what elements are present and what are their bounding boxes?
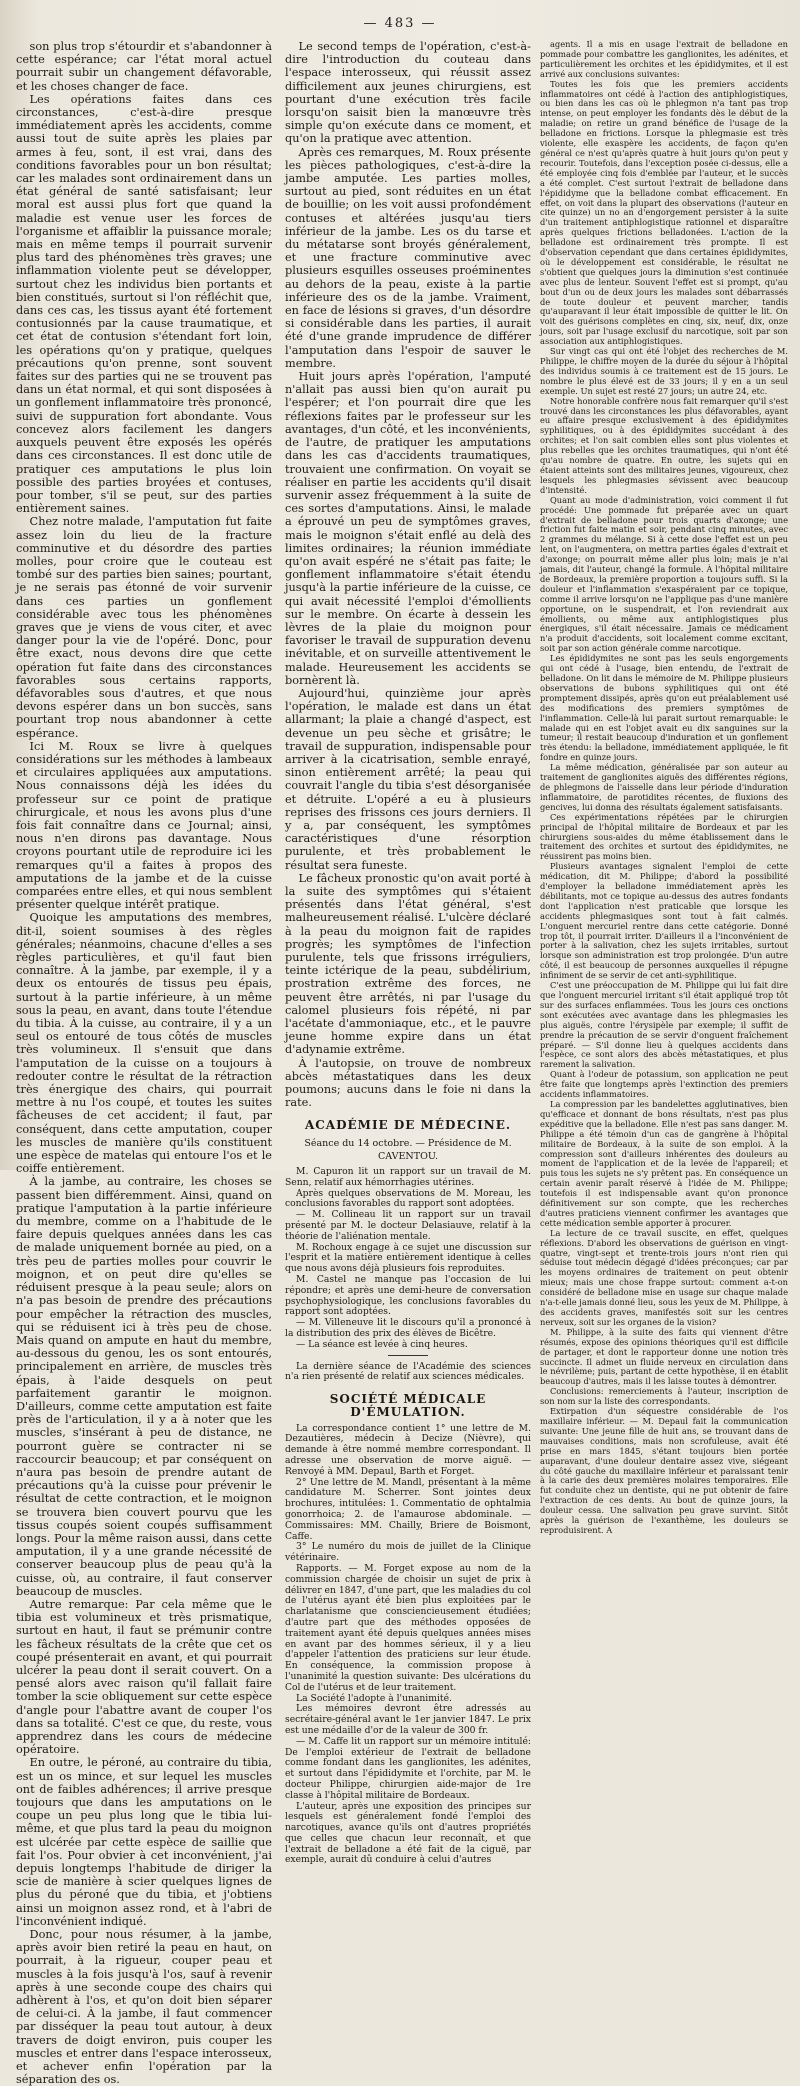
academie-section-title: ACADÉMIE DE MÉDECINE. [304, 1118, 512, 1133]
paragraph: Après quelques observations de M. Moreau, les conclusions favorables du rapport sont adoptées. [285, 1187, 531, 1210]
paragraph: — M. Caffe lit un rapport sur un mémoire intitulé: De l'emploi extérieur de l'extrait de belladone comme fondant dans les ganglionites, les adénites, et surtout dans l'épididymite et l'orchite, par M. le docteur Philippe, chirurgien aide-major de 1re classe à l'hôpital militaire de Bordeaux. [285, 1735, 531, 1801]
paragraph: La lecture de ce travail suscite, en effet, quelques réflexions. D'abord les observations de guérison en vingt-quatre, vingt-sept et trente-trois jours n'ont rien qui séduise tout médecin dégagé d'idées préconçues; car par les moyens ordinaires de traitement on peut obtenir mieux; mais une chose frappe surtout: comment a-t-on considéré de belladone mise en usage sur chaque malade n'a-t-elle jamais donné lieu, sous les yeux de M. Philippe, à des accidents graves, manifestés soit sur les centres nerveux, soit sur les organes de la vision? [540, 1227, 789, 1327]
paragraph: Autre remarque: Par cela même que le tibia est volumineux et très prismatique, surtout en haut, il faut se prémunir contre les fâcheux résultats de la crête que cet os coupé présenterait en avant, et qui pourrait ulcérer la peau dont il serait couvert. On a pensé alors avec raison qu'il fallait faire tomber la scie obliquement sur cette espèce d'angle pour l'abattre avant de couper l'os dans sa totalité. C'est ce que, du reste, vous apprendrez dans les cours de médecine opératoire. [16, 1597, 272, 1757]
paragraph: Donc, pour nous résumer, à la jambe, après avoir bien retiré la peau en haut, on pourrait, à la rigueur, couper peau et muscles à la fois jusqu'à l'os, sauf à revenir après à une seconde coupe des chairs qui adhèrent à l'os, et qu'on doit bien séparer de celui-ci. À la jambe, il faut commencer par disséquer la peau tout autour, à deux travers de doigt environ, puis couper les muscles et entrer dans l'espace interosseux, et achever enfin l'opération par la séparation des os. [16, 1928, 272, 2086]
paragraph: L'auteur, après une exposition des principes sur lesquels est généralement fondé l'emploi des narcotiques, avance qu'ils ont d'autres propriétés que celles que chacun leur reconnaît, et que l'extrait de belladone a été fait de la ciguë, par exemple, aurait dû conduire à celui d'autres [285, 1800, 531, 1866]
column-middle [285, 40, 531, 1866]
paragraph: La dernière séance de l'Académie des sciences n'a rien présenté de relatif aux sciences médicales. [285, 1360, 531, 1383]
paragraph: son plus trop s'étourdir et s'abandonner à cette espérance; car l'état moral actuel pourrait subir un changement défavorable, et les choses changer de face. [16, 40, 272, 93]
paragraph: — La séance est levée à cinq heures. [296, 1338, 468, 1350]
paragraph: M. Philippe, à la suite des faits qui viennent d'être résumés, expose des opinions théoriques qu'il est difficile de partager, et dont le rapporteur donne une notion très succincte. Il admet un fluide nerveux en circulation dans le névrilème; puis, partant de cette hypothèse, il en établit beaucoup d'autres, mais il les laisse toutes à démontrer. [540, 1326, 788, 1387]
societe-section-title: SOCIÉTÉ MÉDICALE D'ÉMULATION. [329, 1392, 487, 1420]
paragraph: Notre honorable confrère nous fait remarquer qu'il s'est trouvé dans les circonstances les plus défavorables, ayant eu affaire presque exclusivement à des épididymites syphilitiques, ou à des épididymites succédant à des orchites; et l'on sait combien elles sont plus violentes et plus rebelles que les orchites traumatiques, qui n'ont été qu'au nombre de quatre. En outre, les sujets qui en étaient atteints sont des militaires jeunes, vigoureux, chez lesquels les phlegmasies sévissent avec beaucoup d'intensité. [540, 395, 788, 495]
academie-session-line: Séance du 14 octobre. — Présidence de M. CAVENTOU. [304, 1137, 512, 1162]
paragraph: Les mémoires devront être adressés au secrétaire-général avant le 1er janvier 1847. Le prix est une médaille d'or de la valeur de 300 fr. [285, 1703, 531, 1736]
paragraph: M. Capuron lit un rapport sur un travail de M. Senn, relatif aux hémorrhagies utérines. [285, 1166, 531, 1188]
paragraph: En outre, le péroné, au contraire du tibia, est un os mince, et sur lequel les muscles ont de faibles adhérences; il arrive presque toujours que dans les amputations on le coupe un peu plus long que le tibia lui-même, et que plus tard la peau du moignon est ulcérée par cette espèce de saillie que fait l'os. Pour obvier à cet inconvénient, j'ai depuis longtemps l'habitude de diriger la scie de manière à scier quelques lignes de plus du péroné que du tibia, et j'obtiens ainsi un moignon assez rond, et à l'abri de l'inconvénient indiqué. [16, 1756, 272, 1928]
paragraph: Ces expérimentations répétées par le chirurgien principal de l'hôpital militaire de Bordeaux et par les chirurgiens sous-aides du même établissement dans le traitement des orchites et surtout des épididymites, ne réussirent pas moins bien. [540, 811, 788, 862]
paragraph: Conclusions: remerciements à l'auteur, inscription de son nom sur la liste des correspondants. [540, 1386, 788, 1407]
paragraph: Aujourd'hui, quinzième jour après l'opération, le malade est dans un état allarmant; la plaie a changé d'aspect, est devenue un peu sèche et grisâtre; le travail de suppuration, indispensable pour arriver à la cicatrisation, semble enrayé, sinon entièrement arrêté; la peau qui couvrait l'angle du tibia s'est désorganisée et détruite. L'opéré a eu à plusieurs reprises des frissons ces jours derniers. Il y a, par conséquent, les symptômes caractéristiques d'une résorption purulente, et très probablement le résultat sera funeste. [285, 686, 531, 872]
paragraph: M. Castel ne manque pas l'occasion de lui répondre; et après une demi-heure de conversation psychophysiologique, les conclusions favorables du rapport sont adoptées. [285, 1274, 531, 1318]
paragraph: 3° Le numéro du mois de juillet de la Clinique vétérinaire. [285, 1541, 531, 1564]
paragraph: La Société l'adopte à l'unanimité. [296, 1692, 452, 1704]
paragraph: Le second temps de l'opération, c'est-à-dire l'introduction du couteau dans l'espace interosseux, qui réussit assez difficilement aux jeunes chirurgiens, est pourtant d'une exécution très facile lorsqu'on saisit bien la manœuvre très simple qu'on exécute dans ce moment, et qu'on la pratique avec attention. [285, 40, 531, 146]
column-left [16, 40, 272, 2086]
column-right [540, 39, 789, 1535]
paragraph: 2° Une lettre de M. Mandl, présentant à la même candidature M. Scherrer. Sont jointes deux brochures, intitulées: 1. Commentatio de ophtalmia gonorrhoica; 2. de l'amaurose abdominale. — Commissaires: MM. Chailly, Briere de Boismont, Caffe. [285, 1476, 531, 1542]
paragraph: Quant au mode d'administration, voici comment il fut procédé: Une pommade fut préparée avec un quart d'extrait de belladone pour trois quarts d'axonge; une friction fut faite matin et soir, pendant cinq minutes, avec 2 grammes du mélange. Si à cette dose l'effet est un peu lent, on l'augmentera, on mettra parties égales d'extrait et d'axonge; on pourrait même aller plus loin; mais je n'ai jamais, dit l'auteur, changé la formule. À l'hôpital militaire de Bordeaux, la première proportion a toujours suffi. Si la douleur et l'inflammation s'exaspéraient par ce topique, comme il arrive lorsqu'on ne l'applique pas d'une manière opportune, on le suspendrait, et l'on reviendrait aux émollients, ou même aux antiphlogistiques plus énergiques, s'il était nécessaire. Jamais ce médicament n'a produit d'accidents, soit localement comme excitant, soit par son action générale comme narcotique. [540, 494, 788, 654]
paragraph: Chez notre malade, l'amputation fut faite assez loin du lieu de la fracture comminutive et du désordre des parties molles, pour croire que le couteau est tombé sur des parties bien saines; pourtant, je ne serais pas étonné de voir survenir dans ces parties un gonflement considérable avec tous les phénomènes graves que je viens de vous citer, et avec danger pour la vie de l'opéré. Donc, pour être exact, nous devons dire que cette opération fut faite dans des circonstances favorables sous certains rapports, défavorables sous d'autres, et que nous devons espérer dans un bon succès, sans pourtant trop nous abandonner à cette espérance. [16, 515, 272, 740]
paragraph: M. Rochoux engage à ce sujet une discussion sur l'esprit et la matière entièrement identique à celles que nous avons déjà plusieurs fois reproduites. [285, 1241, 531, 1275]
paragraph: La même médication, généralisée par son auteur au traitement de ganglionites aiguës des différentes régions, de phlegmons de l'aisselle dans leur période d'induration inflammatoire, de parotidites récentes, de fluxions des gencives, lui donna des résultats également satisfaisants. [540, 762, 788, 812]
paragraph: La compression par les bandelettes agglutinatives, bien qu'efficace et donnant de bons résultats, n'est pas plus expéditive que la belladone. Elle n'est pas sans danger. M. Philippe a été témoin d'un cas de gangrène à l'hôpital militaire de Bordeaux, à la suite de son emploi. À la compression sont d'ailleurs inhérentes des douleurs au moment de l'application et de la levée de l'appareil; et puis tous les sujets ne s'y prêtent pas. En conséquence un certain avenir paraît réservé à l'idée de M. Philippe; toutefois il est indispensable avant qu'on prononce définitivement sur son compte, que les recherches d'autres praticiens viennent confirmer les avantages que cette médication semble apporter à procurer. [540, 1098, 788, 1228]
paragraph: Plusieurs avantages signalent l'emploi de cette médication, dit M. Philippe; d'abord la possibilité d'employer la belladone immédiatement après les débilitants, mot ce topique au-dessus des autres fondants dont l'application n'est praticable que lorsque les accidents phlegmasiques sont tout à fait calmés. L'onguent mercuriel rentre dans cette catégorie. Donné trop tôt, il pourrait irriter. D'ailleurs il a l'inconvénient de porter à la salivation, chez les sujets irritables, surtout lorsque son administration est trop prolongée. D'un autre côté, il est beaucoup de personnes auxquelles il répugne infiniment de se servir de cet anti-syphilitique. [540, 861, 788, 981]
paragraph: Toutes les fois que les premiers accidents inflammatoires ont cédé à l'action des antiphlogistiques, ou bien dans les cas où le phlegmon n'a tant pas trop intense, on peut employer les fondants dès le début de la maladie; on retire un grand bénéfice de l'usage de la belladone en frictions. Lorsque la phlegmasie est très violente, elle exaspère les accidents, de façon qu'en général ce n'est qu'après quatre à huit jours qu'on peut y recourir. Toutefois, dans l'exception posée ci-dessus, elle a été employée cinq fois d'emblée par l'auteur, et le succès a été complet. C'est surtout l'extrait de belladone dans l'épididyme que la belladone combat efficacement. En effet, on voit dans la plupart des observations (l'auteur en cite quinze) un no an d'engorgement persister à la suite d'un traitement antiphlogistique rationnel et disparaître après quelques frictions belladonées. L'action de la belladone est ordinairement très prompte. Il est d'observation cependant que dans certaines épididymites, où le développement est considérable, le résultat ne s'obtient que quelques jours la diminution s'est continuée avec plus de lenteur. Souvent l'effet est si prompt, qu'au bout d'un ou de deux jours les malades sont débarrassés de toute douleur et peuvent marcher, tandis qu'auparavant il leur était impossible de quitter le lit. On voit des guérisons complètes en cinq, six, neuf, dix, onze jours, soit par l'usage exclusif du narcotique, soit par son association aux antiphlogistiques. [540, 78, 788, 347]
paragraph: La correspondance contient 1° une lettre de M. Dezautières, médecin à Decize (Nièvre), qui demande à être nommé membre correspondant. Il adresse une observation de morve aiguë. — Renvoyé à MM. Depaul, Barth et Forget. [285, 1422, 531, 1477]
paragraph: Le fâcheux pronostic qu'on avait porté à la suite des symptômes qui s'étaient présentés dans l'état général, s'est malheureusement réalisé. L'ulcère déclaré à la peau du moignon fait de rapides progrès; les symptômes de l'infection purulente, tels que frissons irréguliers, teinte ictérique de la peau, subdélirium, prostration extrême des forces, ne peuvent être arrêtés, ni par l'usage du calomel plusieurs fois répété, ni par l'acétate d'ammoniaque, etc., et le pauvre jeune homme expire dans un état d'adynamie extrême. [285, 871, 531, 1057]
paragraph: C'est une préoccupation de M. Philippe qui lui fait dire que l'onguent mercuriel irritant s'il était appliqué trop tôt sur des surfaces enflammées. Tous les jours ces onctions sont exécutées avec avantage dans les phlegmasies les plus aiguës, contre l'érysipèle par exemple; il suffit de prendre la précaution de se servir d'onguent fraîchement préparé. — S'il donne lieu à quelques accidents dans l'espèce, ce sont alors des abcès métastatiques, et plus rarement la salivation. [540, 980, 788, 1070]
paragraph: — M. Villeneuve lit le discours qu'il a prononcé à la distribution des prix des élèves de Bicêtre. [285, 1317, 531, 1340]
paragraph: Sur vingt cas qui ont été l'objet des recherches de M. Philippe, le chiffre moyen de la durée du séjour à l'hôpital des individus soumis à ce traitement est de 15 jours. Le nombre le plus élevé est de 33 jours; il y en a un seul exemple. Un sujet est resté 27 jours; un autre 24, etc. [540, 346, 788, 396]
paragraph: À l'autopsie, on trouve de nombreux abcès métastatiques dans les deux poumons; aucuns dans le foie ni dans la rate. [285, 1056, 531, 1110]
paragraph: À la jambe, au contraire, les choses se passent bien différemment. Ainsi, quand on pratique l'amputation à la partie inférieure du membre, comme on a l'habitude de le faire depuis quelques années dans les cas de malade uniquement bornée au pied, on a très peu de parties molles pour couvrir le moignon, et on peut dire qu'elles se réduisent presque à la peau seule; alors on n'a pas besoin de prendre des précautions pour empêcher la rétraction des muscles, qui se réduisent ici à très peu de chose. Mais quand on ampute en haut du membre, au-dessous du genou, les os sont entourés, principalement en arrière, de muscles très épais, à l'aide desquels on peut parfaitement garantir le moignon. D'ailleurs, comme cette amputation est faite près de l'articulation, il y a à noter que les muscles, s'insérant à peu de distance, ne pourront guère se contracter ni se raccourcir beaucoup; et par conséquent on n'aura pas besoin de prendre autant de précautions qu'à la cuisse pour prévenir le résultat de cette contraction, et le moignon se trouvera bien couvert pourvu que les tissus coupés soient coupés suffisamment longs. Pour la même raison aussi, dans cette amputation, il y a une grande nécessité de conserver beaucoup plus de peau qu'à la cuisse, où, au contraire, il faut conserver beaucoup de muscles. [16, 1175, 272, 1598]
paragraph: Quant à l'odeur de potassium, son application ne peut être faite que longtemps après l'extinction des premiers accidents inflammatoires. [540, 1069, 788, 1100]
paragraph: Ici M. Roux se livre à quelques considérations sur les méthodes à lambeaux et circulaires appliquées aux amputations. Nous connaissons déjà les idées du professeur sur ce point de pratique chirurgicale, et nous les avons plus d'une fois fait connaître dans ce Journal; ainsi, nous n'en dirons pas davantage. Nous croyons pourtant utile de reproduire ici les remarques qu'il a faites à propos des amputations de la jambe et de la cuisse comparées entre elles, et qui nous semblent présenter quelque intérêt pratique. [16, 739, 272, 912]
paragraph: Quoique les amputations des membres, dit-il, soient soumises à des règles générales; néanmoins, chacune d'elles a ses règles particulières, et qu'il faut bien connaître. À la jambe, par exemple, il y a deux os entourés de tissus peu épais, surtout à la partie inférieure, à un même sous la peau, en avant, dans toute l'étendue du tibia. À la cuisse, au contraire, il y a un seul os entouré de tous côtés de muscles très volumineux. Il s'ensuit que dans l'amputation de la cuisse on a toujours à redouter contre le résultat de la rétraction très énergique des chairs, qui pourrait mettre à nu l'os coupé, et toutes les suites fâcheuses de cet accident; il faut, par conséquent, dans cette amputation, couper les muscles de manière qu'ils constituent une espèce de matelas qui entoure l'os et le coiffe entièrement. [16, 911, 272, 1176]
paragraph: Après ces remarques, M. Roux présente les pièces pathologiques, c'est-à-dire la jambe amputée. Les parties molles, surtout au pied, sont réduites en un état de bouillie; on les voit aussi profondément contuses et altérées jusqu'au tiers inférieur de la jambe. Les os du tarse et du métatarse sont broyés généralement, et une fracture comminutive avec plusieurs esquilles osseuses proéminentes au dehors de la peau, existe à la partie inférieure des os de la jambe. Vraiment, en face de lésions si graves, d'un désordre si considérable dans les parties, il aurait été d'une grande imprudence de différer l'amputation dans l'espoir de sauver le membre. [285, 145, 531, 370]
paragraph: Huit jours après l'opération, l'amputé n'allait pas aussi bien qu'on aurait pu l'espérer; et l'on pourrait dire que les réflexions faites par le professeur sur les avantages, d'un côté, et les inconvénients, de l'autre, de pratiquer les amputations dans les cas d'accidents traumatiques, trouvaient une confirmation. On voyait se réaliser en partie les accidents qu'il disait survenir assez fréquemment à la suite de ces sortes d'amputations. Ainsi, le malade a éprouvé un peu de symptômes graves, mais le moignon s'était enflé au delà des limites ordinaires; la réunion immédiate qu'on avait espéré ne s'était pas faite; le gonflement inflammatoire s'était étendu jusqu'à la partie inférieure de la cuisse, ce qui avait nécessité l'emploi d'émollients sur le membre. On écarte à dessein les lèvres de la plaie du moignon pour favoriser le travail de suppuration devenu inévitable, et on surveille attentivement le malade. Heureusement les accidents se bornèrent là. [285, 370, 531, 687]
paragraph: Les opérations faites dans ces circonstances, c'est-à-dire presque immédiatement après les accidents, comme aussi tout de suite après les plaies par armes à feu, sont, il est vrai, dans des conditions favorables pour un bon résultat; car les malades sont ordinairement dans un état général de santé satisfaisant; leur moral est aussi plus fort que quand la maladie est venue user les forces de l'organisme et affaiblir la puissance morale; mais en même temps il pourrait survenir plus tard des phénomènes très graves; une inflammation violente peut se développer, surtout chez les individus bien portants et bien constitués, surtout si l'on réfléchit que, dans ces cas, les tissus ayant été fortement contusionnés par la cause traumatique, et cet état de contusion s'étendant fort loin, les opérations qu'on y pratique, quelques précautions qu'on prenne, sont souvent faites sur des parties qui ne se trouvent pas dans un état normal, et qui sont disposées à un gonflement inflammatoire très prononcé, suivi de suppuration fort abondante. Vous concevez alors facilement les dangers auxquels peuvent être exposés les opérés dans ces circonstances. Il est donc utile de pratiquer ces amputations le plus loin possible des parties broyées et contuses, pour tomber, s'il se peut, sur des parties entièrement saines. [16, 92, 272, 516]
paragraph: agents. Il a mis en usage l'extrait de belladone en pommade pour combattre les ganglionites, les adénites, et particulièrement les orchites et les épididymites, et il est arrivé aux conclusions suivantes: [540, 39, 788, 79]
page-number: — 483 — [363, 16, 437, 31]
paragraph: Les épididymites ne sont pas les seuls engorgements qui ont cédé à l'usage, bien entendu, de l'extrait de belladone. On lit dans le mémoire de M. Philippe plusieurs observations de bubons syphilitiques qui ont été promptement dissipés, après qu'on eut préalablement usé des modifications des premiers symptômes de l'inflammation. Celle-là lui parait surtout remarquable: le malade qui en est l'objet avait eu dix sanguines sur la tumeur; il restait beaucoup d'induration et un gonflement très étendu: la belladone, immédiatement appliquée, le fit fondre en quinze jours. [540, 653, 788, 763]
paragraph: Extirpation d'un séquestre considérable de l'os maxillaire inférieur. — M. Depaul fait la communication suivante: Une jeune fille de huit ans, se trouvant dans de mauvaises conditions, mais non scrofuleuse, avait été prise en mars 1845, s'étant toujours bien portée auparavant, d'une douleur dentaire assez vive, siégeant du côté gauche du maxillaire inférieur et paraissant tenir à la carie des deux premières molaires temporaires. Elle fut conduite chez un dentiste, qui ne put obtenir de faire l'extraction de ces dents. Au bout de quinze jours, la douleur cessa. Une salivation peu grave survint. Sitôt après la guérison de l'exanthème, les douleurs se reproduisirent. A [540, 1406, 788, 1535]
section-divider [388, 1355, 428, 1356]
paragraph: Rapports. — M. Forget expose au nom de la commission chargée de choisir un sujet de prix à délivrer en 1847, d'une part, que les maladies du col de l'utérus ayant été bien plus exploitées par le charlatanisme que consciencieusement étudiées; d'autre part que des méthodes opposées de traitement ayant été depuis quelques années mises en avant par des hommes sérieux, il y a lieu d'appeler l'attention des praticiens sur leur étude. En conséquence, la commission propose à l'unanimité la question suivante: Des ulcérations du Col de l'utérus et de leur traitement. [285, 1562, 531, 1693]
paragraph: — M. Collineau lit un rapport sur un travail présenté par M. le docteur Delasiauve, relatif à la théorie de l'aliénation mentale. [285, 1209, 531, 1242]
